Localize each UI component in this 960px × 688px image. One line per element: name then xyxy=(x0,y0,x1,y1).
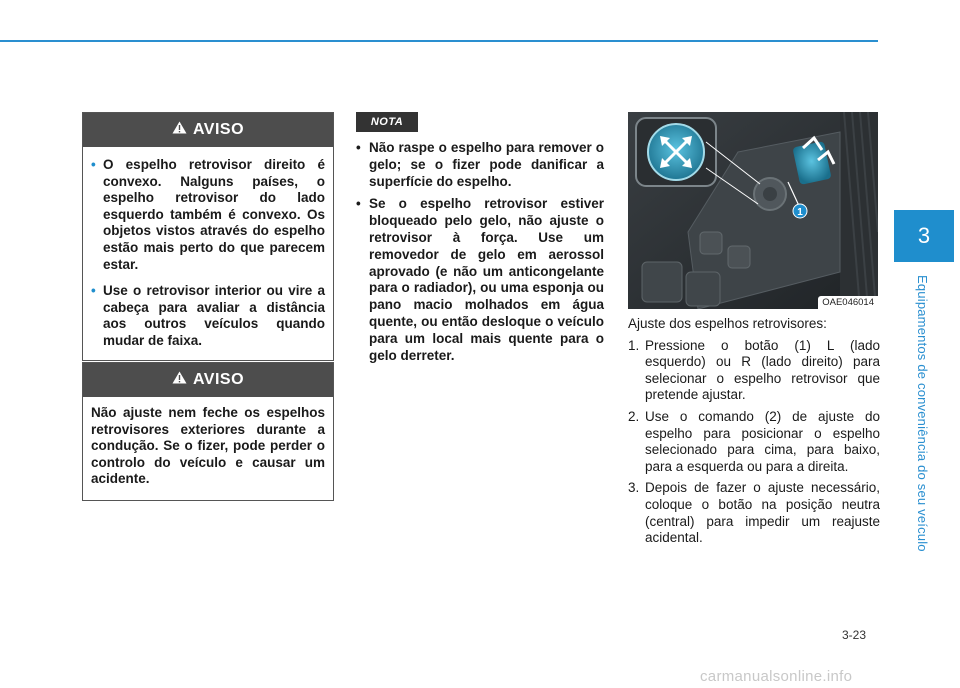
nota-badge: NOTA xyxy=(356,112,418,132)
warning-title: AVISO xyxy=(192,121,245,138)
nota-item-text: Não raspe o espelho para remover o gelo; se o fizer pode danificar a superfície do espelho. xyxy=(369,140,604,189)
warning-item xyxy=(91,283,325,349)
step-text: Depois de fazer o ajuste necessário, coloque o botão na posição neutra (central) para impedir um reajuste acidental. xyxy=(645,480,880,546)
step-number: 1. xyxy=(628,337,640,353)
instruction-step xyxy=(628,409,880,475)
warning-title: AVISO xyxy=(192,371,245,388)
callout-number: 1 xyxy=(797,207,803,218)
warning-text: Não ajuste nem feche os espelhos retrovisores exteriores durante a condução. Se o fizer, pode perder o controlo do veículo e causar um acidente. xyxy=(91,405,325,487)
nota-list xyxy=(356,140,604,370)
step-text: Pressione o botão (1) L (lado esquerdo) ou R (lado direito) para selecionar o espelho retrovisor que pretende ajustar. xyxy=(645,337,880,403)
step-text: Use o comando (2) de ajuste do espelho para posicionar o espelho selecionado para cima, para baixo, para a esquerda ou para a direita. xyxy=(645,408,880,474)
nota-item xyxy=(356,140,604,190)
chapter-number-tab: 3 xyxy=(894,210,954,262)
photo-code: OAE046014 xyxy=(818,296,878,309)
instruction-step xyxy=(628,480,880,546)
chapter-title: Equipamentos de conveniência do seu veículo xyxy=(915,275,930,552)
step-number: 2. xyxy=(628,408,640,424)
warning-header xyxy=(83,363,333,397)
mirror-switch-photo xyxy=(628,112,878,309)
warning-box-2 xyxy=(82,362,334,501)
warning-box-1 xyxy=(82,112,334,361)
bullet-icon: • xyxy=(91,283,96,299)
instructions-intro: Ajuste dos espelhos retrovisores: xyxy=(628,316,827,331)
step-number: 3. xyxy=(628,480,640,496)
bullet-icon: • xyxy=(91,157,96,172)
door-panel-illustration xyxy=(628,112,878,309)
instruction-step xyxy=(628,338,880,404)
warning-item-text: Use o retrovisor interior ou vire a cabeça para avaliar a distância aos outros veículos quando mudar de faixa. xyxy=(103,283,325,348)
warning-triangle-icon xyxy=(172,371,187,389)
watermark: carmanualsonline.info xyxy=(700,668,853,685)
warning-header xyxy=(83,113,333,147)
warning-item-text: O espelho retrovisor direito é convexo. Nalguns países, o espelho retrovisor do lado esquerdo também é convexo. Os objetos vistos através do espelho estão mais perto do que parecem estar. xyxy=(103,157,325,272)
mirror-adjust-instructions xyxy=(628,316,880,552)
warning-triangle-icon xyxy=(172,121,187,139)
nota-item-text: Se o espelho retrovisor estiver bloqueado pelo gelo, não ajuste o retrovisor à força. Use um removedor de gelo em aerossol aprovado (e não um anticongelante para o radiador), ou uma esponja ou pano macio molhados em água quente, ou então desloque o veículo para um local mais quente para o gelo derreter. xyxy=(369,196,604,363)
bullet-icon: • xyxy=(356,196,361,212)
bullet-icon: • xyxy=(356,140,361,155)
page-number: 3-23 xyxy=(842,628,867,642)
instruction-steps xyxy=(628,338,880,547)
nota-item xyxy=(356,196,604,364)
top-rule xyxy=(0,40,878,42)
warning-item xyxy=(91,157,325,273)
